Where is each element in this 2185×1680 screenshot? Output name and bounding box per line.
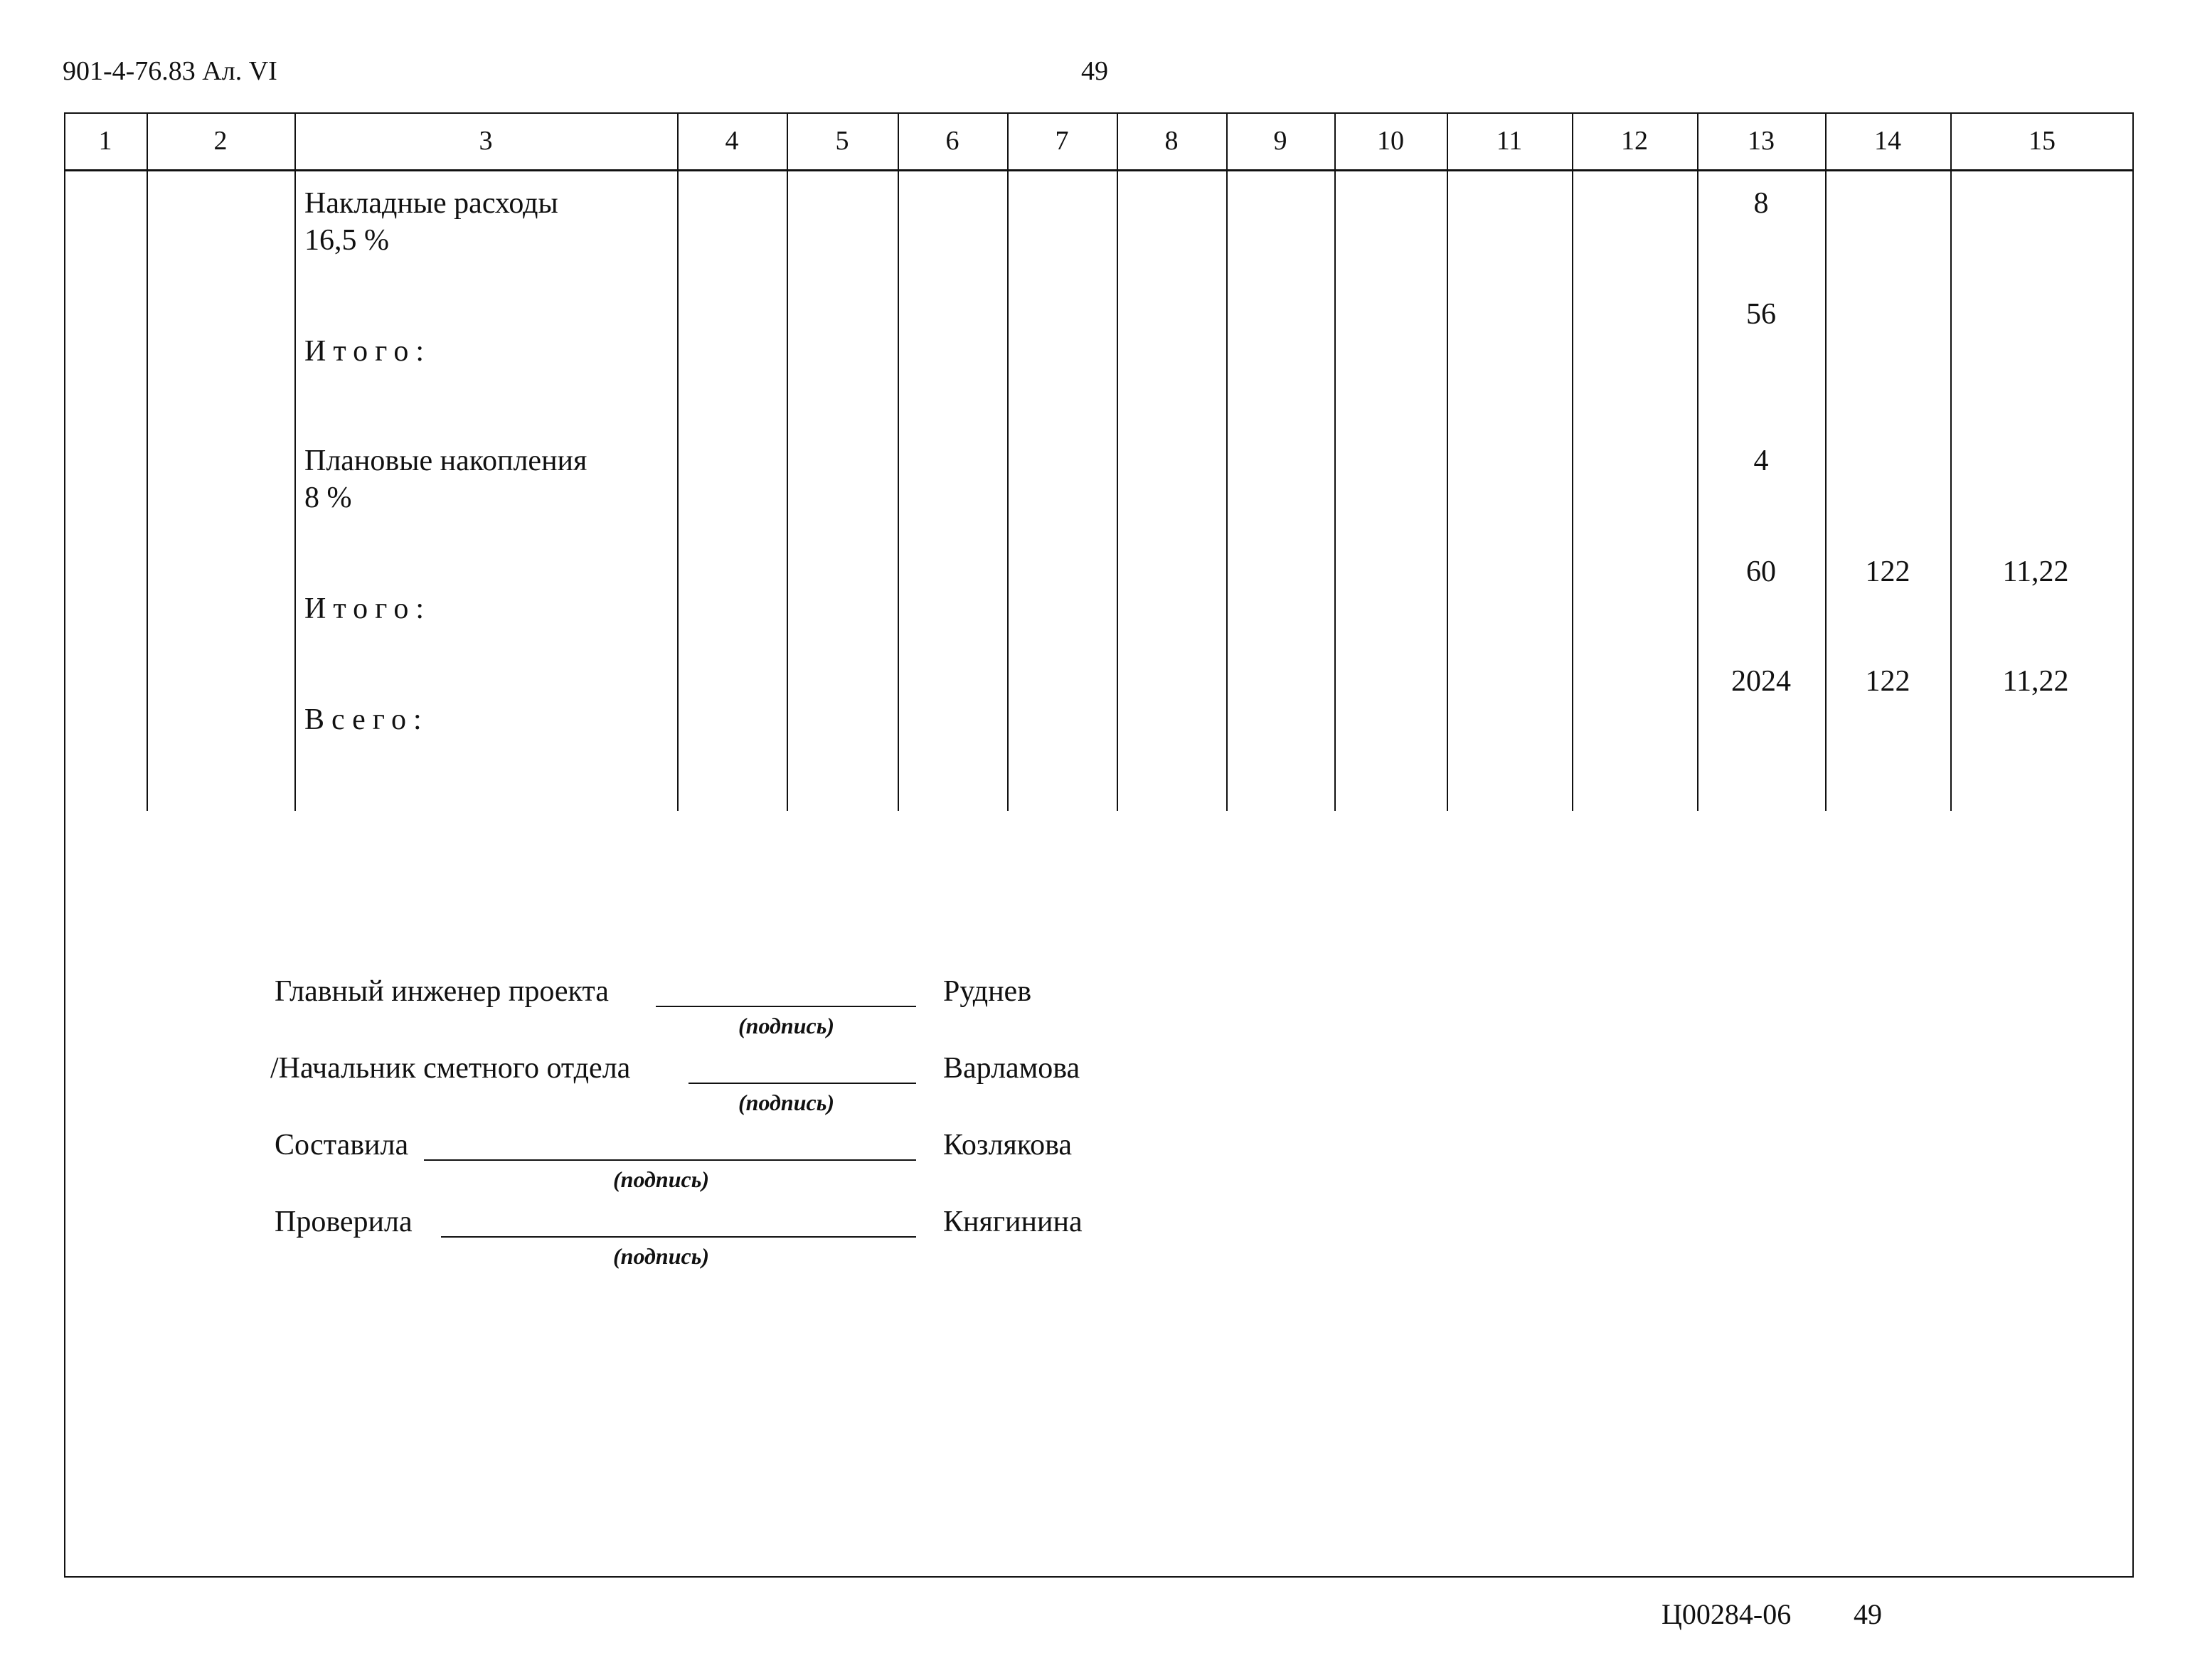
cell-col14: 122 xyxy=(1865,555,1910,588)
column-divider xyxy=(1572,112,1573,811)
document-reference: 901-4-76.83 Ал. VI xyxy=(63,56,277,86)
signatory-name: Варламова xyxy=(943,1052,1080,1085)
column-divider xyxy=(1447,112,1448,811)
row-label-planned-savings-rate: 8 % xyxy=(304,482,352,514)
column-divider xyxy=(294,112,296,811)
signatory-name: Княгинина xyxy=(943,1206,1083,1238)
signature-line xyxy=(441,1236,916,1238)
cell-col15: 11,22 xyxy=(2002,555,2069,588)
signature-role: Главный инженер проекта xyxy=(275,975,609,1008)
signatory-name: Козлякова xyxy=(943,1129,1072,1161)
signature-role: /Начальник сметного отдела xyxy=(270,1052,631,1085)
column-number-5: 5 xyxy=(835,126,849,156)
row-label-total: Всего: xyxy=(304,703,429,736)
row-label-subtotal: Итого: xyxy=(304,335,431,368)
page-number-top: 49 xyxy=(1081,56,1108,86)
footer-document-code: Ц00284-06 xyxy=(1662,1598,1792,1630)
column-number-14: 14 xyxy=(1874,126,1901,156)
table-header-divider xyxy=(64,169,2134,171)
cell-col13: 60 xyxy=(1746,555,1776,588)
column-divider xyxy=(898,112,899,811)
column-number-13: 13 xyxy=(1748,126,1775,156)
signature-caption: (подпись) xyxy=(738,1090,834,1115)
column-number-9: 9 xyxy=(1273,126,1287,156)
signature-line xyxy=(656,1006,916,1007)
column-divider xyxy=(1950,112,1952,811)
row-label-subtotal: Итого: xyxy=(304,592,431,625)
column-divider xyxy=(147,112,148,811)
column-number-2: 2 xyxy=(213,126,228,156)
cell-col15: 11,22 xyxy=(2002,665,2069,698)
column-divider xyxy=(1007,112,1009,811)
cell-col13: 56 xyxy=(1746,298,1776,331)
column-number-1: 1 xyxy=(98,126,112,156)
signature-caption: (подпись) xyxy=(738,1013,834,1038)
row-label-overhead-rate: 16,5 % xyxy=(304,224,389,257)
column-divider xyxy=(1825,112,1827,811)
column-number-11: 11 xyxy=(1496,126,1523,156)
column-number-6: 6 xyxy=(945,126,959,156)
column-number-12: 12 xyxy=(1621,126,1648,156)
column-divider xyxy=(1117,112,1118,811)
column-number-4: 4 xyxy=(725,126,739,156)
signatory-name: Руднев xyxy=(943,975,1032,1008)
column-divider xyxy=(677,112,679,811)
column-divider xyxy=(1334,112,1336,811)
footer-page-number: 49 xyxy=(1854,1598,1882,1630)
cell-col14: 122 xyxy=(1865,665,1910,698)
cell-col13: 2024 xyxy=(1731,665,1791,698)
row-label-planned-savings: Плановые накопления xyxy=(304,445,588,477)
column-number-10: 10 xyxy=(1377,126,1404,156)
row-label-overhead: Накладные расходы xyxy=(304,187,558,220)
column-number-15: 15 xyxy=(2029,126,2056,156)
cell-col13: 4 xyxy=(1753,445,1769,477)
cell-col13: 8 xyxy=(1753,187,1769,220)
signature-line xyxy=(689,1083,916,1084)
column-divider xyxy=(1226,112,1228,811)
signature-caption: (подпись) xyxy=(613,1166,709,1192)
signature-role: Проверила xyxy=(275,1206,413,1238)
signature-caption: (подпись) xyxy=(613,1243,709,1269)
table-frame xyxy=(64,112,2134,1578)
column-number-3: 3 xyxy=(479,126,493,156)
column-divider xyxy=(787,112,788,811)
signature-line xyxy=(424,1159,916,1161)
column-number-7: 7 xyxy=(1055,126,1069,156)
signature-role: Составила xyxy=(275,1129,409,1161)
column-divider xyxy=(1697,112,1698,811)
column-number-8: 8 xyxy=(1164,126,1179,156)
